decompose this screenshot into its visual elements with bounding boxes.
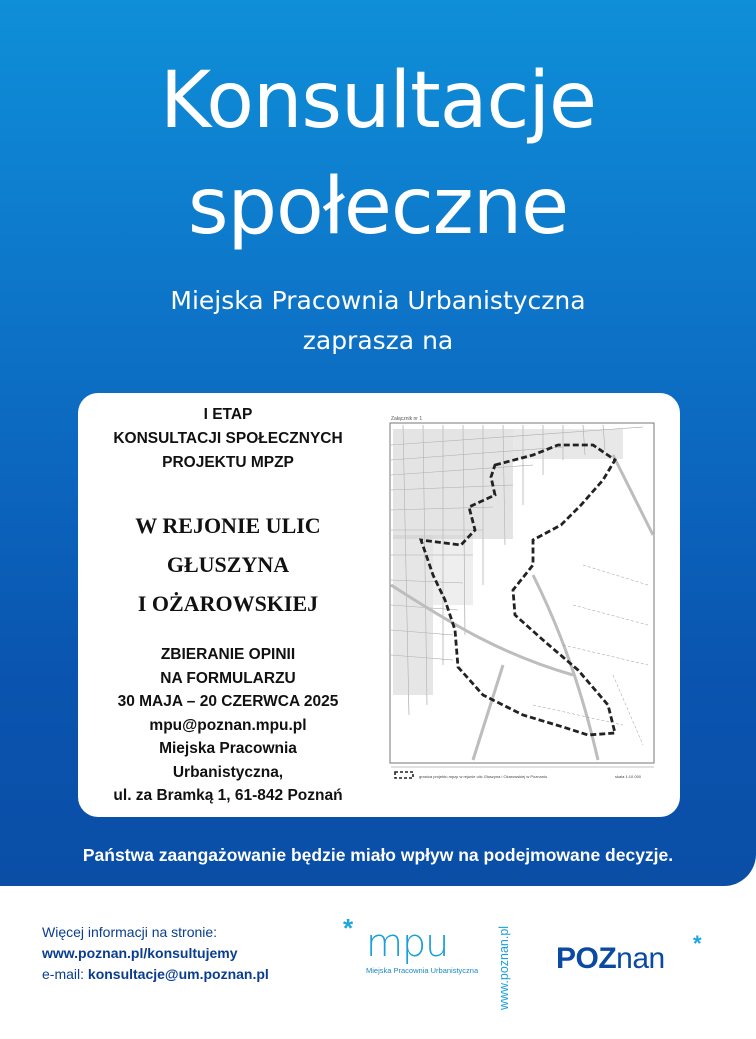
poznan-logo: POZnan <box>556 942 665 975</box>
title-line-2: społeczne <box>187 162 569 252</box>
map-legend-text: granica projektu mpzp w rejonie ulic Głuszyna i Ożarowskiej w Poznaniu <box>419 774 548 779</box>
info-date-range: 30 MAJA – 20 CZERWCA 2025 <box>117 693 339 710</box>
plan-map <box>383 415 663 795</box>
poznan-asterisk-icon: * <box>693 931 702 956</box>
map-scale-text: skala 1:10 000 <box>615 774 642 779</box>
info-line: NA FORMULARZU <box>160 669 296 687</box>
more-info-label: Więcej informacji na stronie: <box>42 924 218 940</box>
region-line: I OŻAROWSKIEJ <box>137 591 319 616</box>
title-line-1: Konsultacje <box>159 56 597 146</box>
mpu-asterisk-icon: * <box>343 913 354 943</box>
subtitle-line-2: zaprasza na <box>302 326 454 355</box>
region-line: W REJONIE ULIC <box>135 513 321 538</box>
email-label: e-mail: <box>42 966 88 982</box>
map-annex-label: Załącznik nr 1 <box>391 416 423 422</box>
consultation-info <box>78 643 378 808</box>
info-line: ZBIERANIE OPINII <box>160 646 296 663</box>
info-address: ul. za Bramką 1, 61-842 Poznań <box>113 787 343 804</box>
subtitle-line-1: Miejska Pracownia Urbanistyczna <box>170 286 586 315</box>
region-text <box>78 506 378 623</box>
info-line: Urbanistyczna, <box>172 763 284 781</box>
consultation-card <box>78 393 680 817</box>
mpu-logo-subtext: Miejska Pracownia Urbanistyczna <box>366 966 479 975</box>
stage-line: PROJEKTU MPZP <box>162 454 294 471</box>
more-info-block <box>42 922 269 985</box>
info-line: Miejska Pracownia <box>159 740 297 757</box>
stage-line: I ETAP <box>203 406 253 423</box>
engagement-message: Państwa zaangażowanie będzie miało wpływ na podejmowane decyzje. <box>82 845 674 865</box>
mpu-logo: mpu <box>366 921 449 965</box>
vertical-url: www.poznan.pl <box>497 925 511 1010</box>
stage-line: KONSULTACJI SPOŁECZNYCH <box>113 430 343 447</box>
website-link[interactable]: www.poznan.pl/konsultujemy <box>42 945 238 961</box>
info-email: mpu@poznan.mpu.pl <box>149 716 307 734</box>
email-line <box>42 964 269 985</box>
stage-text <box>78 403 378 475</box>
region-line: GŁUSZYNA <box>166 552 290 577</box>
email-link[interactable]: konsultacje@um.poznan.pl <box>87 966 269 982</box>
